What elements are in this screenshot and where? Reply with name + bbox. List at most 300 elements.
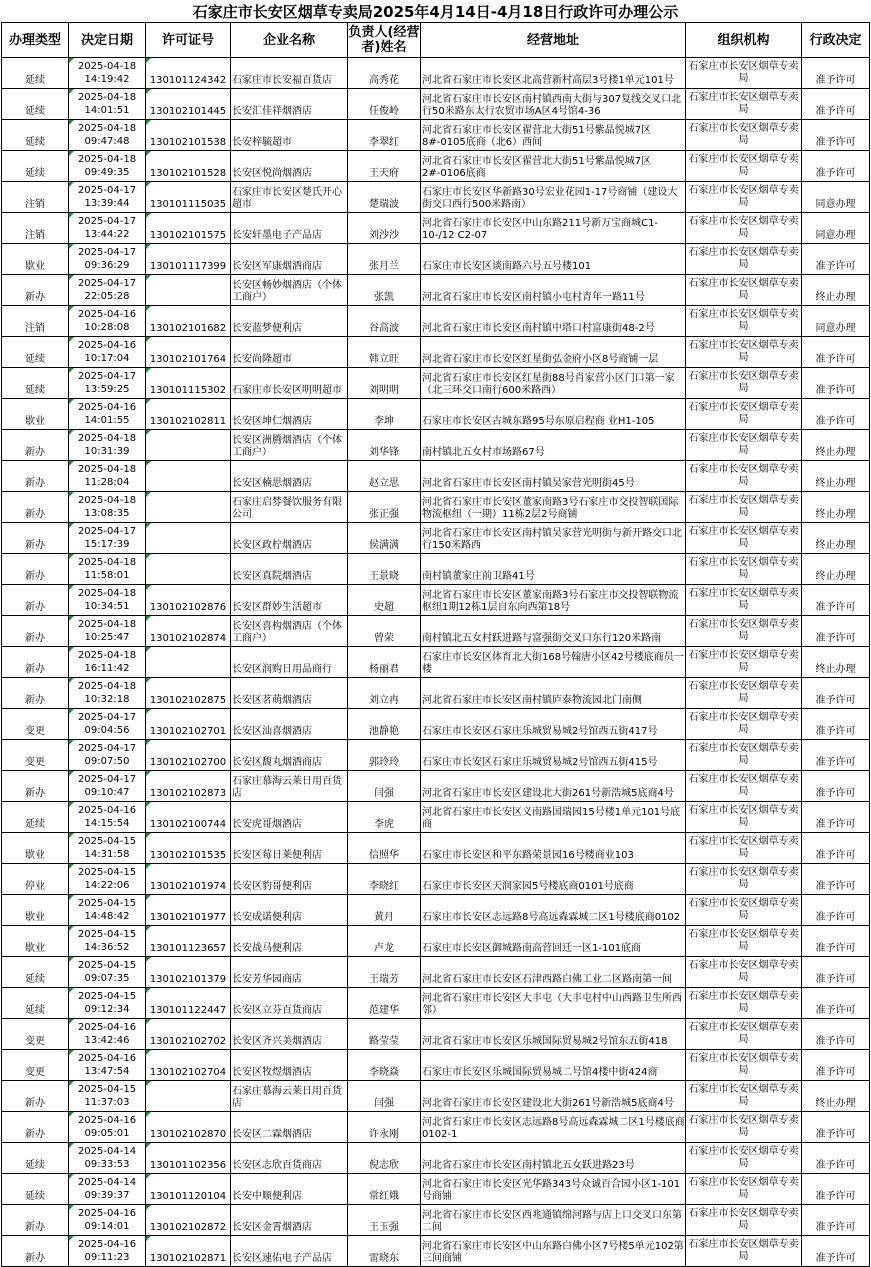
cell-address[interactable]: 石家庄市长安区古城东路95号东原启程商 业H1-105 <box>421 399 686 430</box>
cell-org[interactable]: 石家庄市长安区烟草专卖局 <box>686 430 802 461</box>
cell-type[interactable]: 延续 <box>2 151 69 182</box>
cell-org[interactable]: 石家庄市长安区烟草专卖局 <box>686 895 802 926</box>
cell-address[interactable]: 南村镇董家庄前卫路41号 <box>421 554 686 585</box>
cell-date[interactable]: 2025-04-15 14:31:58 <box>69 833 146 864</box>
cell-address[interactable]: 河北省石家庄市长安区南村镇西南大街与307复线交叉口北行50米路东太行农贸市场A区4号馆4-36 <box>421 89 686 120</box>
cell-license[interactable]: 130101115302 <box>146 368 231 399</box>
cell-decision[interactable]: 准予许可 <box>802 1236 870 1267</box>
cell-decision[interactable]: 准予许可 <box>802 1143 870 1174</box>
cell-person[interactable]: 雷晓东 <box>348 1236 421 1267</box>
cell-person[interactable]: 郭玲玲 <box>348 740 421 771</box>
cell-license[interactable]: 130101124342 <box>146 58 231 89</box>
cell-license[interactable]: 130101102356 <box>146 1143 231 1174</box>
cell-license[interactable] <box>146 275 231 306</box>
cell-license[interactable]: 130101123657 <box>146 926 231 957</box>
cell-decision[interactable]: 准予许可 <box>802 1112 870 1143</box>
cell-decision[interactable]: 准予许可 <box>802 337 870 368</box>
cell-name[interactable]: 长安区坤仁烟酒店 <box>231 399 348 430</box>
cell-address[interactable]: 河北省石家庄市长安区董家南路3号石家庄市交投智联物流枢纽1期12栋1层自东向西第18号 <box>421 585 686 616</box>
cell-name[interactable]: 长安区洲腾烟酒店（个体工商户） <box>231 430 348 461</box>
cell-address[interactable]: 河北省石家庄市长安区南村镇中塔口村富康街48-2号 <box>421 306 686 337</box>
cell-date[interactable]: 2025-04-18 11:28:04 <box>69 461 146 492</box>
cell-license[interactable]: 130102101535 <box>146 833 231 864</box>
cell-person[interactable]: 侯满满 <box>348 523 421 554</box>
cell-person[interactable]: 李晓红 <box>348 864 421 895</box>
cell-decision[interactable]: 准予许可 <box>802 802 870 833</box>
cell-license[interactable] <box>146 523 231 554</box>
cell-license[interactable]: 130102102873 <box>146 771 231 802</box>
cell-date[interactable]: 2025-04-15 14:48:42 <box>69 895 146 926</box>
cell-address[interactable]: 河北省石家庄市长安区南村镇小屯村青年一路11号 <box>421 275 686 306</box>
cell-org[interactable]: 石家庄市长安区烟草专卖局 <box>686 926 802 957</box>
cell-org[interactable]: 石家庄市长安区烟草专卖局 <box>686 1019 802 1050</box>
cell-name[interactable]: 长安梓毓超市 <box>231 120 348 151</box>
cell-type[interactable]: 新办 <box>2 585 69 616</box>
cell-type[interactable]: 新办 <box>2 523 69 554</box>
cell-name[interactable]: 长安区金霄烟酒店 <box>231 1205 348 1236</box>
cell-org[interactable]: 石家庄市长安区烟草专卖局 <box>686 337 802 368</box>
cell-org[interactable]: 石家庄市长安区烟草专卖局 <box>686 616 802 647</box>
cell-type[interactable]: 变更 <box>2 1019 69 1050</box>
cell-date[interactable]: 2025-04-17 13:44:22 <box>69 213 146 244</box>
cell-org[interactable]: 石家庄市长安区烟草专卖局 <box>686 151 802 182</box>
cell-address[interactable]: 石家庄市长安区御城路南高营回迁一区1-101底商 <box>421 926 686 957</box>
cell-person[interactable]: 李翠红 <box>348 120 421 151</box>
cell-decision[interactable]: 准予许可 <box>802 1019 870 1050</box>
cell-type[interactable]: 延续 <box>2 58 69 89</box>
cell-address[interactable]: 河北省石家庄市长安区光华路343号众诚百合园小区1-101号商铺 <box>421 1174 686 1205</box>
cell-person[interactable]: 韩立旺 <box>348 337 421 368</box>
cell-license[interactable] <box>146 430 231 461</box>
cell-person[interactable]: 杨丽君 <box>348 647 421 678</box>
cell-type[interactable]: 新办 <box>2 554 69 585</box>
cell-name[interactable]: 石家庄市长安区楚氏开心超市 <box>231 182 348 213</box>
cell-license[interactable]: 130102102871 <box>146 1236 231 1267</box>
cell-license[interactable]: 130102101977 <box>146 895 231 926</box>
cell-type[interactable]: 歇业 <box>2 399 69 430</box>
cell-type[interactable]: 新办 <box>2 616 69 647</box>
cell-license[interactable]: 130102102874 <box>146 616 231 647</box>
cell-address[interactable]: 河北省石家庄市长安区南村镇吴家营光明街与新开路交口北行150米路西 <box>421 523 686 554</box>
cell-person[interactable]: 刘华锋 <box>348 430 421 461</box>
cell-address[interactable]: 石家庄市长安区华新路30号宏业花园1-17号商铺（建设大街交口西行500米路南） <box>421 182 686 213</box>
cell-person[interactable]: 黄月 <box>348 895 421 926</box>
cell-name[interactable]: 长安区政柠烟酒店 <box>231 523 348 554</box>
cell-address[interactable]: 河北省石家庄市长安区北高营新村高层3号楼1单元101号 <box>421 58 686 89</box>
cell-date[interactable]: 2025-04-16 13:47:54 <box>69 1050 146 1081</box>
cell-type[interactable]: 延续 <box>2 89 69 120</box>
cell-license[interactable]: 130102101445 <box>146 89 231 120</box>
cell-org[interactable]: 石家庄市长安区烟草专卖局 <box>686 1205 802 1236</box>
cell-date[interactable]: 2025-04-18 16:11:42 <box>69 647 146 678</box>
cell-org[interactable]: 石家庄市长安区烟草专卖局 <box>686 802 802 833</box>
cell-date[interactable]: 2025-04-18 11:58:01 <box>69 554 146 585</box>
cell-org[interactable]: 石家庄市长安区烟草专卖局 <box>686 988 802 1019</box>
cell-address[interactable]: 河北省石家庄市长安区中山东路211号新万宝商城C1-10-/12 C2-07 <box>421 213 686 244</box>
cell-date[interactable]: 2025-04-18 14:19:42 <box>69 58 146 89</box>
cell-address[interactable]: 河北省石家庄市长安区建设北大街261号新浩城5底商4号 <box>421 771 686 802</box>
cell-address[interactable]: 石家庄市长安区乐城国际贸易城二号馆4楼中街424商 <box>421 1050 686 1081</box>
cell-decision[interactable]: 准予许可 <box>802 1050 870 1081</box>
cell-name[interactable]: 长安区牧煜烟酒店 <box>231 1050 348 1081</box>
cell-address[interactable]: 河北省石家庄市长安区建设北大街261号新浩城5底商4号 <box>421 1081 686 1112</box>
cell-person[interactable]: 范建华 <box>348 988 421 1019</box>
cell-name[interactable]: 长安区军康烟酒商店 <box>231 244 348 275</box>
cell-person[interactable]: 李晓焱 <box>348 1050 421 1081</box>
cell-license[interactable]: 130102101575 <box>146 213 231 244</box>
cell-license[interactable]: 130102101974 <box>146 864 231 895</box>
cell-type[interactable]: 歇业 <box>2 895 69 926</box>
cell-person[interactable]: 张月兰 <box>348 244 421 275</box>
cell-type[interactable]: 延续 <box>2 802 69 833</box>
cell-person[interactable]: 刘立冉 <box>348 678 421 709</box>
cell-person[interactable]: 张凯 <box>348 275 421 306</box>
cell-decision[interactable]: 准予许可 <box>802 926 870 957</box>
cell-address[interactable]: 河北省石家庄市长安区中山东路白佛小区7号楼5单元102第三间商铺 <box>421 1236 686 1267</box>
cell-org[interactable]: 石家庄市长安区烟草专卖局 <box>686 399 802 430</box>
cell-date[interactable]: 2025-04-18 14:01:51 <box>69 89 146 120</box>
cell-name[interactable]: 长安区馥丸烟酒商店 <box>231 740 348 771</box>
cell-org[interactable]: 石家庄市长安区烟草专卖局 <box>686 740 802 771</box>
cell-type[interactable]: 新办 <box>2 1081 69 1112</box>
cell-decision[interactable]: 终止办理 <box>802 492 870 523</box>
cell-name[interactable]: 长安轩墨电子产品店 <box>231 213 348 244</box>
cell-date[interactable]: 2025-04-17 22:05:28 <box>69 275 146 306</box>
cell-name[interactable]: 长安区茗萌烟酒店 <box>231 678 348 709</box>
cell-license[interactable]: 130102102702 <box>146 1019 231 1050</box>
cell-person[interactable]: 闫强 <box>348 771 421 802</box>
cell-person[interactable]: 谷高波 <box>348 306 421 337</box>
cell-decision[interactable]: 准予许可 <box>802 399 870 430</box>
cell-date[interactable]: 2025-04-18 09:47:48 <box>69 120 146 151</box>
cell-type[interactable]: 新办 <box>2 430 69 461</box>
cell-name[interactable]: 长安尚隆超市 <box>231 337 348 368</box>
cell-license[interactable] <box>146 461 231 492</box>
cell-date[interactable]: 2025-04-16 09:14:01 <box>69 1205 146 1236</box>
cell-person[interactable]: 许永刚 <box>348 1112 421 1143</box>
cell-decision[interactable]: 准予许可 <box>802 740 870 771</box>
cell-license[interactable]: 130102101538 <box>146 120 231 151</box>
cell-person[interactable]: 卢龙 <box>348 926 421 957</box>
cell-person[interactable]: 张正强 <box>348 492 421 523</box>
cell-org[interactable]: 石家庄市长安区烟草专卖局 <box>686 182 802 213</box>
cell-decision[interactable]: 准予许可 <box>802 833 870 864</box>
cell-decision[interactable]: 准予许可 <box>802 709 870 740</box>
cell-type[interactable]: 延续 <box>2 957 69 988</box>
cell-address[interactable]: 石家庄市长安区和平东路荣景园16号楼商业103 <box>421 833 686 864</box>
cell-address[interactable]: 河北省石家庄市长安区翟营北大街51号紫晶悦城7区8#-0105底商（北6）西间 <box>421 120 686 151</box>
cell-decision[interactable]: 准予许可 <box>802 771 870 802</box>
cell-type[interactable]: 注销 <box>2 213 69 244</box>
cell-person[interactable]: 楚瑞波 <box>348 182 421 213</box>
cell-date[interactable]: 2025-04-15 11:37:03 <box>69 1081 146 1112</box>
cell-date[interactable]: 2025-04-17 09:04:56 <box>69 709 146 740</box>
cell-org[interactable]: 石家庄市长安区烟草专卖局 <box>686 771 802 802</box>
cell-org[interactable]: 石家庄市长安区烟草专卖局 <box>686 89 802 120</box>
cell-type[interactable]: 歇业 <box>2 244 69 275</box>
cell-license[interactable]: 130102102701 <box>146 709 231 740</box>
cell-date[interactable]: 2025-04-15 14:22:06 <box>69 864 146 895</box>
cell-decision[interactable]: 准予许可 <box>802 120 870 151</box>
cell-date[interactable]: 2025-04-18 09:49:35 <box>69 151 146 182</box>
cell-date[interactable]: 2025-04-17 13:39:44 <box>69 182 146 213</box>
cell-type[interactable]: 歇业 <box>2 833 69 864</box>
cell-address[interactable]: 石家庄市长安区石家庄乐城贸易城2号馆西五街417号 <box>421 709 686 740</box>
cell-org[interactable]: 石家庄市长安区烟草专卖局 <box>686 678 802 709</box>
cell-license[interactable]: 130101115035 <box>146 182 231 213</box>
cell-type[interactable]: 新办 <box>2 492 69 523</box>
cell-person[interactable]: 任俊岭 <box>348 89 421 120</box>
cell-type[interactable]: 变更 <box>2 709 69 740</box>
cell-type[interactable]: 延续 <box>2 988 69 1019</box>
cell-date[interactable]: 2025-04-18 10:32:18 <box>69 678 146 709</box>
cell-person[interactable]: 池静艳 <box>348 709 421 740</box>
cell-license[interactable]: 130102102875 <box>146 678 231 709</box>
cell-license[interactable]: 130102102704 <box>146 1050 231 1081</box>
cell-person[interactable]: 王景晓 <box>348 554 421 585</box>
cell-org[interactable]: 石家庄市长安区烟草专卖局 <box>686 554 802 585</box>
cell-date[interactable]: 2025-04-16 10:28:08 <box>69 306 146 337</box>
cell-person[interactable]: 赵立思 <box>348 461 421 492</box>
cell-name[interactable]: 石家庄市长安福百货店 <box>231 58 348 89</box>
cell-license[interactable]: 130102102811 <box>146 399 231 430</box>
cell-date[interactable]: 2025-04-14 09:39:37 <box>69 1174 146 1205</box>
cell-person[interactable]: 闫强 <box>348 1081 421 1112</box>
cell-name[interactable]: 长安虎哥烟酒店 <box>231 802 348 833</box>
cell-license[interactable]: 130102102700 <box>146 740 231 771</box>
cell-date[interactable]: 2025-04-15 14:36:52 <box>69 926 146 957</box>
cell-name[interactable]: 长安战马便利店 <box>231 926 348 957</box>
cell-address[interactable]: 石家庄市长安区石家庄乐城贸易城2号馆西五街415号 <box>421 740 686 771</box>
cell-org[interactable]: 石家庄市长安区烟草专卖局 <box>686 1081 802 1112</box>
cell-name[interactable]: 石家庄慕海云莱日用百货店 <box>231 1081 348 1112</box>
cell-decision[interactable]: 准予许可 <box>802 368 870 399</box>
cell-address[interactable]: 河北省石家庄市长安区乐城国际贸易城2号馆东五街418 <box>421 1019 686 1050</box>
cell-name[interactable]: 长安区悦尚烟酒店 <box>231 151 348 182</box>
cell-address[interactable]: 河北省石家庄市长安区志远路8号高远森霖城二区1号楼底商0102-1 <box>421 1112 686 1143</box>
cell-type[interactable]: 延续 <box>2 120 69 151</box>
cell-name[interactable]: 长安区豹哥便利店 <box>231 864 348 895</box>
cell-org[interactable]: 石家庄市长安区烟草专卖局 <box>686 647 802 678</box>
cell-org[interactable]: 石家庄市长安区烟草专卖局 <box>686 1236 802 1267</box>
cell-decision[interactable]: 准予许可 <box>802 1205 870 1236</box>
cell-name[interactable]: 长安区齐兴美烟酒店 <box>231 1019 348 1050</box>
cell-decision[interactable]: 准予许可 <box>802 895 870 926</box>
cell-decision[interactable]: 准予许可 <box>802 864 870 895</box>
cell-date[interactable]: 2025-04-17 09:36:29 <box>69 244 146 275</box>
cell-decision[interactable]: 准予许可 <box>802 244 870 275</box>
cell-decision[interactable]: 准予许可 <box>802 89 870 120</box>
cell-date[interactable]: 2025-04-16 09:05:01 <box>69 1112 146 1143</box>
cell-date[interactable]: 2025-04-16 10:17:04 <box>69 337 146 368</box>
cell-org[interactable]: 石家庄市长安区烟草专卖局 <box>686 1174 802 1205</box>
cell-org[interactable]: 石家庄市长安区烟草专卖局 <box>686 58 802 89</box>
cell-date[interactable]: 2025-04-18 10:25:47 <box>69 616 146 647</box>
cell-org[interactable]: 石家庄市长安区烟草专卖局 <box>686 492 802 523</box>
cell-license[interactable]: 130101117399 <box>146 244 231 275</box>
cell-decision[interactable]: 准予许可 <box>802 58 870 89</box>
cell-decision[interactable]: 终止办理 <box>802 647 870 678</box>
cell-license[interactable] <box>146 554 231 585</box>
cell-name[interactable]: 长安区润购日用品商行 <box>231 647 348 678</box>
cell-license[interactable] <box>146 1081 231 1112</box>
cell-name[interactable]: 长安区莓日莱便利店 <box>231 833 348 864</box>
cell-decision[interactable]: 准予许可 <box>802 616 870 647</box>
cell-address[interactable]: 河北省石家庄市长安区石津西路白佛工业二区路南第一间 <box>421 957 686 988</box>
cell-name[interactable]: 长安区速佑电子产品店 <box>231 1236 348 1267</box>
cell-license[interactable] <box>146 647 231 678</box>
cell-type[interactable]: 变更 <box>2 740 69 771</box>
cell-date[interactable]: 2025-04-17 09:10:47 <box>69 771 146 802</box>
cell-org[interactable]: 石家庄市长安区烟草专卖局 <box>686 1143 802 1174</box>
cell-type[interactable]: 新办 <box>2 275 69 306</box>
cell-type[interactable]: 新办 <box>2 461 69 492</box>
cell-date[interactable]: 2025-04-16 13:42:46 <box>69 1019 146 1050</box>
cell-decision[interactable]: 同意办理 <box>802 306 870 337</box>
cell-org[interactable]: 石家庄市长安区烟草专卖局 <box>686 1112 802 1143</box>
cell-person[interactable]: 常红娥 <box>348 1174 421 1205</box>
cell-decision[interactable]: 终止办理 <box>802 275 870 306</box>
cell-org[interactable]: 石家庄市长安区烟草专卖局 <box>686 275 802 306</box>
cell-person[interactable]: 李坤 <box>348 399 421 430</box>
cell-decision[interactable]: 同意办理 <box>802 213 870 244</box>
cell-type[interactable]: 延续 <box>2 337 69 368</box>
cell-decision[interactable]: 终止办理 <box>802 554 870 585</box>
cell-org[interactable]: 石家庄市长安区烟草专卖局 <box>686 864 802 895</box>
cell-name[interactable]: 长安芳华园商店 <box>231 957 348 988</box>
cell-name[interactable]: 长安区志欣百货商店 <box>231 1143 348 1174</box>
cell-date[interactable]: 2025-04-14 09:33:53 <box>69 1143 146 1174</box>
cell-name[interactable]: 石家庄慕海云莱日用百货店 <box>231 771 348 802</box>
cell-name[interactable]: 长安蓝梦便利店 <box>231 306 348 337</box>
cell-license[interactable]: 130101120104 <box>146 1174 231 1205</box>
cell-address[interactable]: 河北省石家庄市长安区董家南路3号石家庄市交投智联国际物流枢纽（一期）11栋2层2号商铺 <box>421 492 686 523</box>
cell-date[interactable]: 2025-04-15 09:12:34 <box>69 988 146 1019</box>
cell-address[interactable]: 河北省石家庄市长安区南村镇庐泰物流园北门南侧 <box>421 678 686 709</box>
cell-person[interactable]: 刘沙沙 <box>348 213 421 244</box>
cell-name[interactable]: 长安区二霖烟酒店 <box>231 1112 348 1143</box>
cell-type[interactable]: 延续 <box>2 368 69 399</box>
cell-date[interactable]: 2025-04-18 10:34:51 <box>69 585 146 616</box>
cell-type[interactable]: 延续 <box>2 1174 69 1205</box>
cell-decision[interactable]: 终止办理 <box>802 430 870 461</box>
cell-address[interactable]: 河北省石家庄市长安区翟营北大街51号紫晶悦城7区2#-0106底商 <box>421 151 686 182</box>
cell-org[interactable]: 石家庄市长安区烟草专卖局 <box>686 213 802 244</box>
cell-address[interactable]: 石家庄市长安区体育北大街168号翰唐小区42号楼底商员一楼 <box>421 647 686 678</box>
cell-name[interactable]: 长安区汕喜烟酒店 <box>231 709 348 740</box>
cell-name[interactable]: 长安中顺便利店 <box>231 1174 348 1205</box>
cell-date[interactable]: 2025-04-17 09:07:50 <box>69 740 146 771</box>
cell-license[interactable] <box>146 492 231 523</box>
cell-address[interactable]: 南村镇北五女村市场路67号 <box>421 430 686 461</box>
cell-org[interactable]: 石家庄市长安区烟草专卖局 <box>686 833 802 864</box>
cell-type[interactable]: 新办 <box>2 771 69 802</box>
cell-decision[interactable]: 准予许可 <box>802 151 870 182</box>
cell-person[interactable]: 曾荣 <box>348 616 421 647</box>
cell-org[interactable]: 石家庄市长安区烟草专卖局 <box>686 306 802 337</box>
cell-decision[interactable]: 终止办理 <box>802 1081 870 1112</box>
cell-type[interactable]: 新办 <box>2 1112 69 1143</box>
cell-person[interactable]: 李虎 <box>348 802 421 833</box>
cell-decision[interactable]: 终止办理 <box>802 461 870 492</box>
cell-address[interactable]: 南村镇北五女村跃进路与富强街交叉口东行120米路南 <box>421 616 686 647</box>
cell-license[interactable]: 130102102872 <box>146 1205 231 1236</box>
cell-address[interactable]: 河北省石家庄市长安区南村镇吴家营光明街45号 <box>421 461 686 492</box>
cell-person[interactable]: 史超 <box>348 585 421 616</box>
cell-person[interactable]: 王天府 <box>348 151 421 182</box>
cell-address[interactable]: 河北省石家庄市长安区大丰屯（大丰屯村中山西路卫生所西邻） <box>421 988 686 1019</box>
cell-license[interactable]: 130101122447 <box>146 988 231 1019</box>
cell-address[interactable]: 河北省石家庄市长安区义南路国瑞园15号楼1单元101号底商 <box>421 802 686 833</box>
cell-person[interactable]: 信照华 <box>348 833 421 864</box>
cell-date[interactable]: 2025-04-17 13:59:25 <box>69 368 146 399</box>
cell-person[interactable]: 王玉强 <box>348 1205 421 1236</box>
cell-org[interactable]: 石家庄市长安区烟草专卖局 <box>686 368 802 399</box>
cell-type[interactable]: 变更 <box>2 1050 69 1081</box>
cell-type[interactable]: 新办 <box>2 1205 69 1236</box>
cell-date[interactable]: 2025-04-16 14:15:54 <box>69 802 146 833</box>
cell-name[interactable]: 长安区楠思烟酒店 <box>231 461 348 492</box>
cell-date[interactable]: 2025-04-18 13:08:35 <box>69 492 146 523</box>
cell-license[interactable]: 130102101379 <box>146 957 231 988</box>
cell-type[interactable]: 停业 <box>2 864 69 895</box>
cell-org[interactable]: 石家庄市长安区烟草专卖局 <box>686 957 802 988</box>
cell-address[interactable]: 河北省石家庄市长安区西兆通镇绵河路与店上口交叉口东第二间 <box>421 1205 686 1236</box>
cell-license[interactable]: 130102102870 <box>146 1112 231 1143</box>
cell-type[interactable]: 注销 <box>2 182 69 213</box>
cell-address[interactable]: 河北省石家庄市长安区红星街弘金府小区8号商铺一层 <box>421 337 686 368</box>
cell-address[interactable]: 石家庄市长安区天润家园5号楼底商0101号底商 <box>421 864 686 895</box>
cell-decision[interactable]: 准予许可 <box>802 1174 870 1205</box>
cell-date[interactable]: 2025-04-15 09:07:35 <box>69 957 146 988</box>
cell-date[interactable]: 2025-04-17 15:17:39 <box>69 523 146 554</box>
cell-name[interactable]: 石家庄启棼餐饮服务有限公司 <box>231 492 348 523</box>
cell-name[interactable]: 长安区畅妙烟酒店（个体工商户） <box>231 275 348 306</box>
cell-address[interactable]: 石家庄市长安区志远路8号高远森霖城二区1号楼底商0102 <box>421 895 686 926</box>
cell-name[interactable]: 长安区真院烟酒店 <box>231 554 348 585</box>
cell-org[interactable]: 石家庄市长安区烟草专卖局 <box>686 461 802 492</box>
cell-date[interactable]: 2025-04-18 10:31:39 <box>69 430 146 461</box>
cell-person[interactable]: 刘明明 <box>348 368 421 399</box>
cell-person[interactable]: 高秀花 <box>348 58 421 89</box>
cell-type[interactable]: 新办 <box>2 1236 69 1267</box>
cell-name[interactable]: 长安区立芬百货商店 <box>231 988 348 1019</box>
cell-org[interactable]: 石家庄市长安区烟草专卖局 <box>686 523 802 554</box>
cell-name[interactable]: 长安汇佳祥烟酒店 <box>231 89 348 120</box>
cell-license[interactable]: 130102101764 <box>146 337 231 368</box>
cell-type[interactable]: 新办 <box>2 678 69 709</box>
cell-type[interactable]: 新办 <box>2 647 69 678</box>
cell-name[interactable]: 长安区群妙生活超市 <box>231 585 348 616</box>
cell-org[interactable]: 石家庄市长安区烟草专卖局 <box>686 709 802 740</box>
cell-person[interactable]: 路莹莹 <box>348 1019 421 1050</box>
cell-date[interactable]: 2025-04-16 09:11:23 <box>69 1236 146 1267</box>
cell-person[interactable]: 王瑞芳 <box>348 957 421 988</box>
cell-address[interactable]: 石家庄市长安区谈南路六号五号楼101 <box>421 244 686 275</box>
cell-license[interactable]: 130102101528 <box>146 151 231 182</box>
cell-date[interactable]: 2025-04-16 14:01:55 <box>69 399 146 430</box>
cell-address[interactable]: 河北省石家庄市长安区南村镇北五女跃进路23号 <box>421 1143 686 1174</box>
cell-decision[interactable]: 准予许可 <box>802 585 870 616</box>
cell-type[interactable]: 注销 <box>2 306 69 337</box>
cell-type[interactable]: 延续 <box>2 1143 69 1174</box>
cell-org[interactable]: 石家庄市长安区烟草专卖局 <box>686 585 802 616</box>
cell-org[interactable]: 石家庄市长安区烟草专卖局 <box>686 244 802 275</box>
cell-name[interactable]: 长安成诺便利店 <box>231 895 348 926</box>
cell-type[interactable]: 歇业 <box>2 926 69 957</box>
cell-org[interactable]: 石家庄市长安区烟草专卖局 <box>686 120 802 151</box>
cell-person[interactable]: 倪志欣 <box>348 1143 421 1174</box>
